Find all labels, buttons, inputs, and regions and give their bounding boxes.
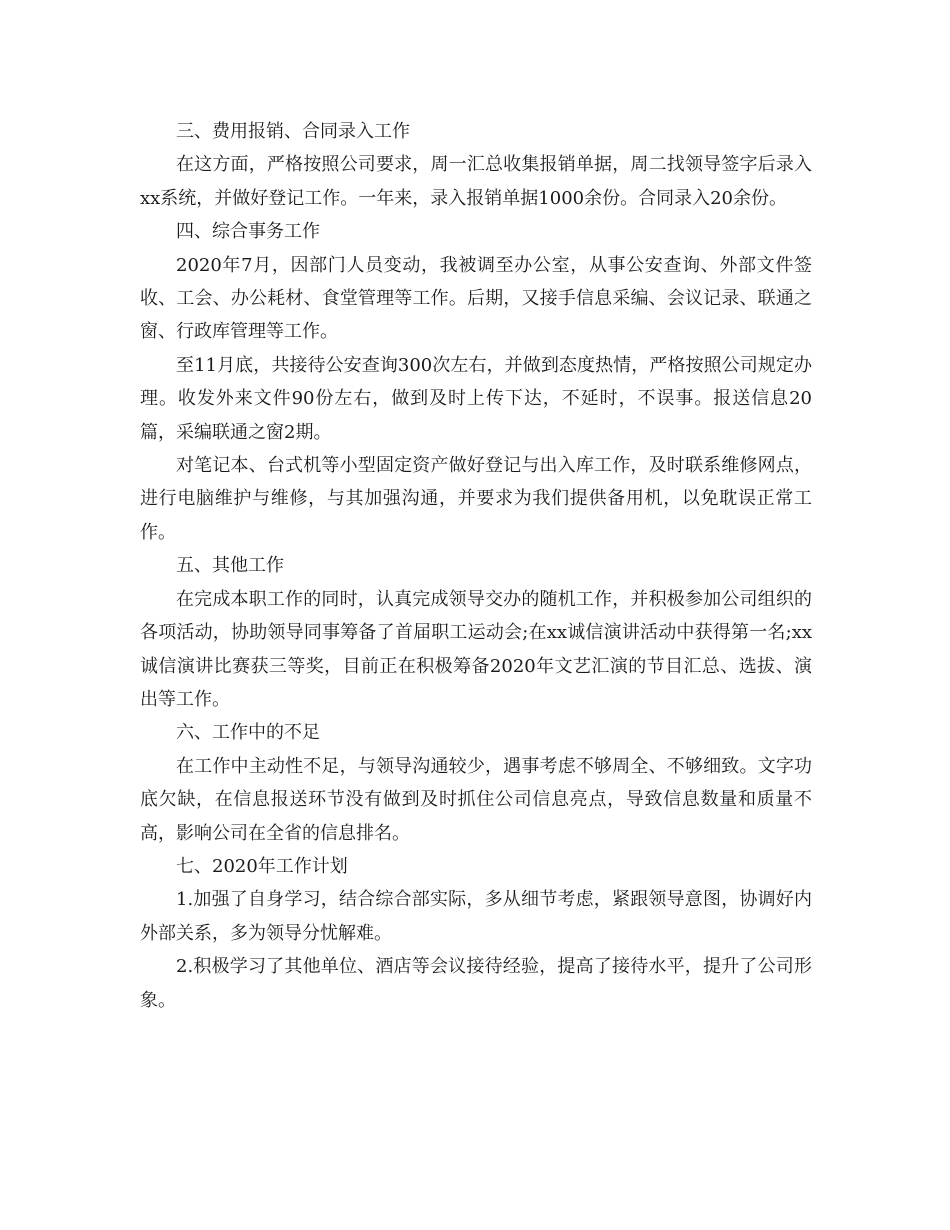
section-heading-general-affairs: 四、综合事务工作 bbox=[176, 221, 320, 243]
paragraph-work-plan-1: 1.加强了自身学习，结合综合部实际，多从细节考虑，紧跟领导意图，协调好内外部关系，多为领导分忧解难。 bbox=[140, 889, 812, 944]
document-body bbox=[140, 115, 812, 1017]
section-heading-shortcomings: 六、工作中的不足 bbox=[176, 722, 320, 744]
paragraph-general-affairs-2: 至11月底，共接待公安查询300次左右，并做到态度热情，严格按照公司规定办理。收发外来文件90份左右，做到及时上传下达，不延时，不误事。报送信息20篇，采编联通之窗2期。 bbox=[140, 354, 812, 443]
section-heading-other-work: 五、其他工作 bbox=[176, 555, 284, 577]
paragraph-shortcomings: 在工作中主动性不足，与领导沟通较少，遇事考虑不够周全、不够细致。文字功底欠缺，在信息报送环节没有做到及时抓住公司信息亮点，导致信息数量和质量不高，影响公司在全省的信息排名。 bbox=[140, 755, 812, 844]
section-heading-work-plan: 七、2020年工作计划 bbox=[176, 855, 348, 877]
section-heading-expense: 三、费用报销、合同录入工作 bbox=[176, 121, 410, 142]
paragraph-work-plan-2: 2.积极学习了其他单位、酒店等会议接待经验，提高了接待水平，提升了公司形象。 bbox=[140, 956, 812, 1011]
paragraph-general-affairs-3: 对笔记本、台式机等小型固定资产做好登记与出入库工作，及时联系维修网点，进行电脑维护与维修，与其加强沟通，并要求为我们提供备用机，以免耽误正常工作。 bbox=[140, 455, 812, 543]
paragraph-expense: 在这方面，严格按照公司要求，周一汇总收集报销单据，周二找领导签字后录入xx系统，并做好登记工作。一年来，录入报销单据1000余份。合同录入20余份。 bbox=[140, 154, 812, 209]
paragraph-other-work: 在完成本职工作的同时，认真完成领导交办的随机工作，并积极参加公司组织的各项活动，协助领导同事筹备了首届职工运动会;在xx诚信演讲活动中获得第一名;xx诚信演讲比赛获三等奖，目前正在积极筹备2020年文艺汇演的节目汇总、选拔、演出等工作。 bbox=[140, 588, 812, 710]
paragraph-general-affairs-1: 2020年7月，因部门人员变动，我被调至办公室，从事公安查询、外部文件签收、工会、办公耗材、食堂管理等工作。后期，又接手信息采编、会议记录、联通之窗、行政库管理等工作。 bbox=[140, 254, 812, 343]
